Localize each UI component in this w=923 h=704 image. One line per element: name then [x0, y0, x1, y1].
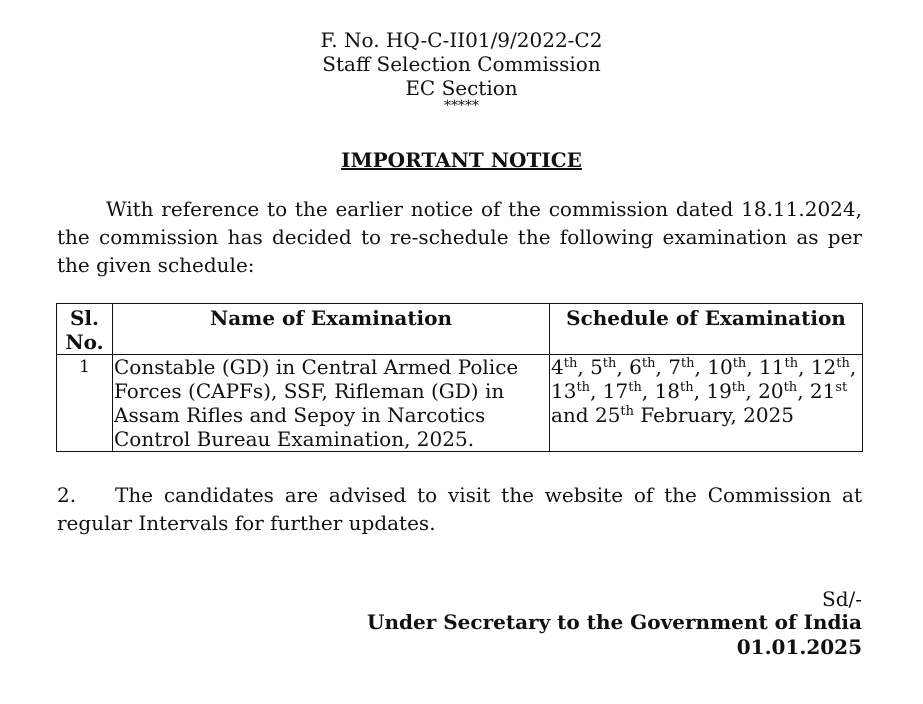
schedule-day: 20 [758, 379, 784, 403]
signature-date: 01.01.2025 [736, 635, 862, 659]
separator-stars: ***** [444, 98, 479, 114]
schedule-day: 10 [707, 355, 733, 379]
row-sl-no: 1 [57, 355, 113, 452]
section-name: EC Section [405, 76, 518, 100]
schedule-table [56, 303, 863, 452]
schedule-day-suffix: th [783, 380, 798, 395]
table-header-row [57, 304, 863, 355]
schedule-day: 6 [629, 355, 642, 379]
schedule-day-suffix: th [836, 356, 850, 371]
schedule-day: 25 [594, 403, 621, 427]
schedule-day: 19 [706, 379, 732, 403]
point-2-number: 2. [57, 483, 77, 507]
schedule-day-suffix: th [620, 404, 635, 419]
header-exam-name: Name of Examination [113, 304, 550, 355]
schedule-day-suffix: th [641, 356, 656, 371]
schedule-day: 13 [551, 379, 577, 403]
row-schedule: 4th, 5th, 6th, 7th, 10th, 11th, 12th, 13th, 17th, 18th, 19th, 20th, 21st and 25th February, 2025 [550, 355, 863, 452]
schedule-day-suffix: st [835, 380, 848, 395]
organization-name: Staff Selection Commission [322, 52, 601, 76]
schedule-day: 11 [759, 355, 785, 379]
point-2-paragraph [57, 481, 862, 537]
schedule-day-suffix: th [628, 380, 642, 395]
schedule-day-suffix: th [680, 380, 694, 395]
point-2-text: The candidates are advised to visit the website of the Commission at regular Intervals for further updates. [57, 483, 862, 535]
schedule-day-suffix: th [731, 380, 746, 395]
row-exam-name: Constable (GD) in Central Armed Police Forces (CAPFs), SSF, Rifleman (GD) in Assam Rifles and Sepoy in Narcotics Control Bureau Examination, 2025. [113, 355, 550, 452]
schedule-day: 18 [654, 379, 681, 403]
signatory-designation: Under Secretary to the Government of India [367, 610, 862, 634]
intro-paragraph [57, 195, 862, 279]
signature-sd: Sd/- [822, 587, 862, 611]
schedule-day-suffix: th [784, 356, 799, 371]
notice-title [0, 148, 923, 172]
schedule-month-year: February, 2025 [640, 403, 794, 427]
intro-text: With reference to the earlier notice of the commission dated 18.11.2024, the commission has decided to re-schedule the following examination as per the given schedule: [57, 197, 862, 277]
table-row [57, 355, 863, 452]
schedule-day-suffix: th [680, 356, 695, 371]
schedule-and: and [551, 403, 589, 427]
schedule-day-suffix: th [576, 380, 591, 395]
schedule-day: 17 [602, 379, 629, 403]
notice-title-text: IMPORTANT NOTICE [341, 148, 582, 172]
file-number: F. No. HQ-C-II01/9/2022-C2 [320, 28, 603, 52]
schedule-day: 4 [551, 355, 564, 379]
schedule-day: 12 [810, 355, 837, 379]
header-sl-no: Sl. No. [57, 304, 113, 355]
schedule-day-suffix: th [602, 356, 617, 371]
schedule-day-suffix: th [732, 356, 747, 371]
schedule-day-suffix: th [563, 356, 578, 371]
schedule-day: 21 [809, 379, 836, 403]
schedule-day: 5 [590, 355, 603, 379]
header-schedule: Schedule of Examination [550, 304, 863, 355]
schedule-day: 7 [668, 355, 681, 379]
